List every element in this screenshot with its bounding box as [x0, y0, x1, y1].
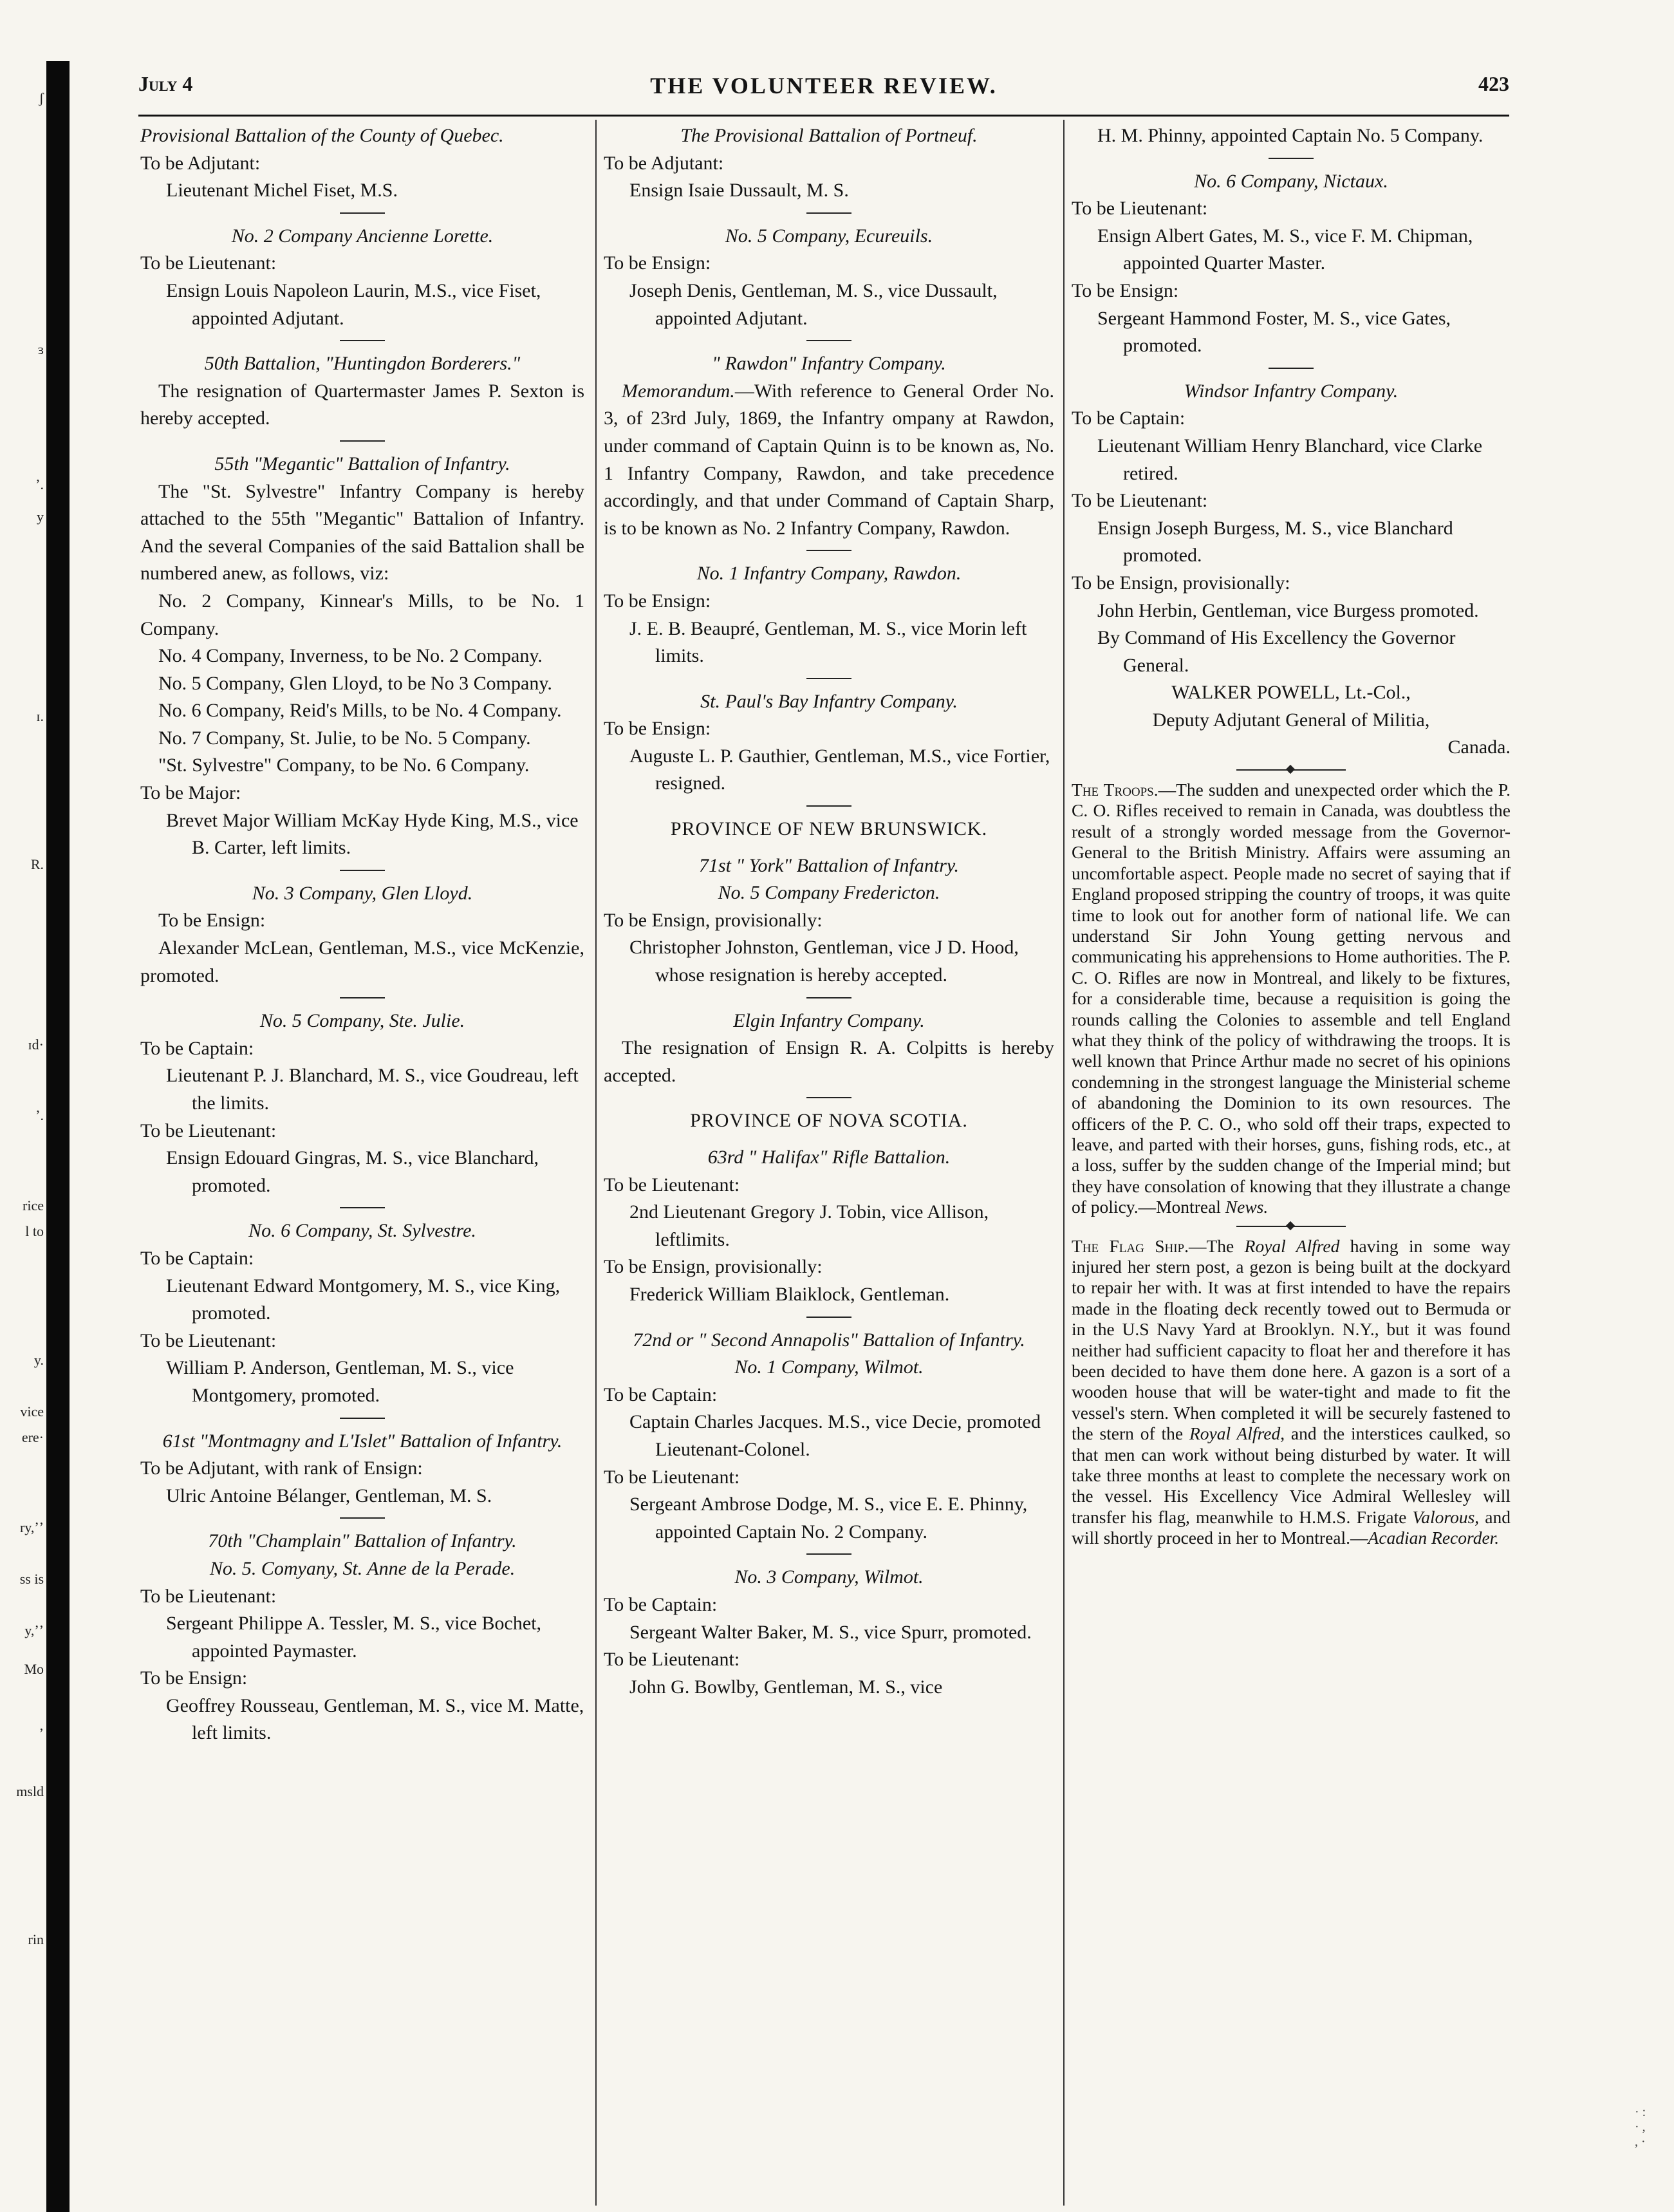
appointment-label: To be Ensign, provisionally:	[1072, 572, 1290, 594]
separator	[806, 997, 851, 998]
article-lead: The Flag Ship.	[1072, 1235, 1189, 1256]
section-heading: Elgin Infantry Company.	[733, 1009, 925, 1031]
renumber-item: No. 2 Company, Kinnear's Mills, to be No. 1 Company.	[140, 590, 584, 639]
article-lead: The Troops.	[1072, 780, 1158, 800]
article-body: —The sudden and unexpected order which the P. C. O. Rifles received to remain in Canada, was doubtless the result of a strongly worded message from the Governor-General to the British Ministry. Affairs were assuming an uncomfortable aspect. People made no secret of saying that if England proposed stripping the country of troops, it was quite time to look out for another form of national life. We can understand Sir John Young getting nervous and communicating his apprehensions to Home authorities. The P. C. O. Rifles are now in Montreal, and likely to be fixtures, for a considerable time, because a requisition is going the rounds calling the Colonies to assemble and tell England what they think of the policy of withdrawing the troops. It is well known that Prince Arthur made no secret of his opinions condemning in the strongest language the Ministerial scheme of abandoning the Dominion to its own resources. The officers of the P. C. O., who sold off their traps, expected to leave, and parted with their horses, guns, fishing rods, etc., at a loss, suffer by the sudden change of the Imperial mind; but they have consolation of knowing that they illustrate a change of policy.—Montreal	[1072, 780, 1511, 1217]
appointment-label: To be Ensign:	[604, 252, 711, 274]
appointment-label: To be Ensign:	[1072, 279, 1179, 301]
appointment-text: William P. Anderson, Gentleman, M. S., vice Montgomery, promoted.	[166, 1357, 514, 1406]
margin-fragment: l to	[25, 1223, 44, 1239]
appointment-label: To be Ensign:	[140, 1667, 248, 1689]
appointment-text: Lieutenant William Henry Blanchard, vice Clarke retired.	[1097, 435, 1483, 484]
memorandum-text	[604, 378, 1054, 543]
appointment-label: To be Major:	[140, 782, 241, 804]
separator	[340, 1517, 385, 1519]
appointment-label: To be Lieutenant:	[1072, 198, 1208, 220]
signatory-title: Deputy Adjutant General of Militia,	[1152, 709, 1430, 731]
notice-text: The resignation of Quartermaster James P. Sexton is hereby accepted.	[140, 380, 584, 429]
section-heading: No. 3 Company, Glen Lloyd.	[252, 882, 473, 904]
separator	[340, 1207, 385, 1208]
ship-name: Valorous,	[1412, 1506, 1480, 1527]
renumber-item: No. 4 Company, Inverness, to be No. 2 Company.	[158, 645, 543, 667]
appointment-label: To be Lieutenant:	[140, 1120, 277, 1141]
appointment-text: Joseph Denis, Gentleman, M. S., vice Dussault, appointed Adjutant.	[629, 279, 998, 329]
section-heading: No. 6 Company, St. Sylvestre.	[248, 1220, 476, 1242]
appointment-label: To be Adjutant, with rank of Ensign:	[140, 1457, 423, 1479]
appointment-label: To be Lieutenant:	[140, 252, 277, 274]
separator	[806, 1317, 851, 1318]
margin-fragment: rin	[28, 1931, 44, 1947]
margin-fragment: vice	[20, 1403, 44, 1420]
appointment-label: To be Lieutenant:	[140, 1329, 277, 1351]
issue-date: July 4	[138, 72, 193, 95]
column-3	[1072, 122, 1511, 1549]
section-heading: No. 2 Company Ancienne Lorette.	[231, 225, 494, 247]
section-heading: The Provisional Battalion of Portneuf.	[680, 125, 978, 146]
signatory-place: Canada.	[1447, 736, 1511, 758]
renumber-item: "St. Sylvestre" Company, to be No. 6 Company.	[158, 755, 530, 776]
appointment-text: Ensign Edouard Gingras, M. S., vice Blanchard, promoted.	[166, 1147, 539, 1196]
separator	[340, 997, 385, 998]
section-subheading: No. 1 Company, Wilmot.	[734, 1356, 924, 1378]
flagship-article	[1072, 1236, 1511, 1549]
troops-article	[1072, 780, 1511, 1218]
appointment-text: Christopher Johnston, Gentleman, vice J D. Hood, whose resignation is hereby accepted.	[629, 937, 1019, 986]
margin-fragment: ɪd·	[28, 1036, 44, 1053]
separator	[1269, 158, 1314, 159]
appointment-label: To be Adjutant:	[604, 152, 724, 174]
appointment-label: To be Ensign, provisionally:	[604, 1256, 823, 1278]
ship-name: Royal Alfred,	[1189, 1423, 1285, 1444]
section-subheading: No. 5 Company Fredericton.	[718, 882, 940, 904]
province-heading: PROVINCE OF NOVA SCOTIA.	[690, 1110, 968, 1132]
appointment-text: Alexander McLean, Gentleman, M.S., vice McKenzie, promoted.	[140, 937, 584, 986]
margin-fragment: ʼ.	[35, 476, 44, 492]
appointment-text: Lieutenant Edward Montgomery, M. S., vice King, promoted.	[166, 1275, 561, 1324]
margin-fragment: ry,ʼʼ	[19, 1519, 44, 1535]
appointment-label: To be Captain:	[604, 1593, 718, 1615]
section-subheading: No. 5. Comyany, St. Anne de la Perade.	[209, 1557, 516, 1579]
scan-specks: · : · , , ·	[1635, 2105, 1646, 2149]
margin-fragment: y.	[33, 1352, 44, 1368]
section-heading: 70th "Champlain" Battalion of Infantry.	[208, 1530, 517, 1552]
appointment-text: Sergeant Walter Baker, M. S., vice Spurr, promoted.	[629, 1621, 1032, 1643]
appointment-label: To be Captain:	[140, 1037, 254, 1059]
separator	[340, 870, 385, 871]
appointment-text: 2nd Lieutenant Gregory J. Tobin, vice Allison, leftlimits.	[629, 1201, 989, 1250]
appointment-text: Lieutenant P. J. Blanchard, M. S., vice Goudreau, left the limits.	[166, 1065, 579, 1114]
appointment-label: To be Ensign:	[158, 910, 266, 932]
section-heading: No. 5 Company, Ste. Julie.	[259, 1010, 465, 1032]
appointment-text: Ensign Isaie Dussault, M. S.	[629, 180, 849, 202]
appointment-label: To be Lieutenant:	[1072, 490, 1208, 512]
article-source: News.	[1225, 1197, 1269, 1217]
article-source: Acadian Recorder.	[1368, 1528, 1500, 1548]
signatory-name: WALKER POWELL, Lt.-Col.,	[1171, 682, 1411, 704]
section-heading: No. 6 Company, Nictaux.	[1194, 170, 1388, 192]
separator	[806, 212, 851, 214]
continued-text: H. M. Phinny, appointed Captain No. 5 Company.	[1097, 125, 1483, 146]
appointment-text: Auguste L. P. Gauthier, Gentleman, M.S., vice Fortier, resigned.	[629, 745, 1050, 794]
section-heading: 61st "Montmagny and L'Islet" Battalion of Infantry.	[162, 1430, 563, 1452]
margin-fragment: ss is	[19, 1571, 44, 1587]
separator	[806, 678, 851, 679]
appointment-label: To be Adjutant:	[140, 152, 261, 174]
appointment-text: Brevet Major William McKay Hyde King, M.S., vice B. Carter, left limits.	[166, 809, 579, 859]
section-heading: No. 1 Infantry Company, Rawdon.	[696, 563, 962, 585]
appointment-text: J. E. B. Beaupré, Gentleman, M. S., vice Morin left limits.	[629, 617, 1027, 667]
appointment-label: To be Lieutenant:	[604, 1649, 740, 1671]
masthead: THE VOLUNTEER REVIEW.	[650, 73, 998, 98]
section-heading: 50th Battalion, "Huntingdon Borderers."	[204, 353, 521, 375]
margin-fragment: ɪ.	[36, 708, 44, 724]
separator	[806, 805, 851, 807]
appointment-label: To be Lieutenant:	[604, 1174, 740, 1195]
command-line: By Command of His Excellency the Governor General.	[1097, 627, 1456, 676]
appointment-text: Geoffrey Rousseau, Gentleman, M. S., vice M. Matte, left limits.	[166, 1694, 584, 1744]
margin-fragment: ʼ.	[35, 1107, 44, 1123]
appointment-text: Sergeant Ambrose Dodge, M. S., vice E. E. Phinny, appointed Captain No. 2 Company.	[629, 1494, 1028, 1542]
section-heading: No. 3 Company, Wilmot.	[734, 1566, 924, 1588]
page-header	[138, 72, 1509, 111]
appointment-text: Ulric Antoine Bélanger, Gentleman, M. S.	[166, 1485, 492, 1506]
separator	[806, 340, 851, 341]
appointment-text: Ensign Louis Napoleon Laurin, M.S., vice Fiset, appointed Adjutant.	[166, 279, 541, 329]
separator	[340, 440, 385, 442]
margin-fragment: ʃ	[39, 90, 44, 106]
separator	[806, 1097, 851, 1098]
appointment-text: John Herbin, Gentleman, vice Burgess promoted.	[1097, 599, 1479, 621]
column-1	[140, 122, 584, 1747]
margin-fragment: R.	[30, 856, 44, 872]
appointment-text: Sergeant Hammond Foster, M. S., vice Gates, promoted.	[1097, 307, 1451, 357]
margin-fragment: ɜ	[37, 341, 44, 357]
column-2	[604, 122, 1054, 1701]
article-body: having in some way injured her stern post, a gezon is being built at the dockyard to repair her with. It was at first intended to have the repairs made in the floating deck recently towed out to Bermuda or in the U.S Navy Yard at Brooklyn. N.Y., but it was found neither had sufficient capacity to float her and therefore it has been decided to have them done here. A gazon is a sort of a wooden house that will be water-tight and made to fit the vessel's stern. When completed it will be securely fastened to the stern of the	[1072, 1235, 1511, 1444]
page-number: 423	[1478, 72, 1509, 95]
appointment-text: Ensign Albert Gates, M. S., vice F. M. Chipman, appointed Quarter Master.	[1097, 225, 1473, 274]
column-rule	[595, 120, 597, 2206]
ship-name: Royal Alfred	[1244, 1235, 1340, 1256]
appointment-label: To be Ensign:	[604, 590, 711, 612]
section-heading: St. Paul's Bay Infantry Company.	[700, 690, 958, 712]
section-ornament	[1236, 1226, 1346, 1227]
appointment-text: Ensign Joseph Burgess, M. S., vice Blanchard promoted.	[1097, 517, 1453, 567]
article-body: —The	[1189, 1235, 1245, 1256]
margin-fragment: Mo	[24, 1661, 44, 1677]
separator	[340, 1418, 385, 1419]
margin-fragment: ʼ	[39, 1725, 44, 1741]
column-rule	[1063, 120, 1065, 2206]
header-rule	[138, 115, 1509, 117]
memorandum-body: —With reference to General Order No. 3, of 23rd July, 1869, the Infantry ompany at Rawdon, under command of Captain Quinn is to be known as, No. 1 Infantry Company, Rawdon, and take precedence accordingly, and that under Command of Captain Sharp, is to be known as No. 2 Infantry Company, Rawdon.	[604, 380, 1054, 539]
appointment-label: To be Captain:	[604, 1383, 718, 1405]
memorandum-label: Memorandum.	[622, 380, 735, 402]
binding-shadow	[46, 61, 70, 2212]
appointment-label: To be Lieutenant:	[140, 1585, 277, 1607]
section-heading: Windsor Infantry Company.	[1184, 380, 1399, 402]
appointment-text: Sergeant Philippe A. Tessler, M. S., vice Bochet, appointed Paymaster.	[166, 1613, 542, 1662]
article-body: and will shortly proceed in her to Montreal.—	[1072, 1506, 1511, 1548]
notice-text: The resignation of Ensign R. A. Colpitts is hereby accepted.	[604, 1037, 1054, 1086]
renumber-item: No. 6 Company, Reid's Mills, to be No. 4 Company.	[158, 700, 562, 722]
appointment-label: To be Ensign, provisionally:	[604, 909, 823, 931]
section-ornament	[1236, 769, 1346, 771]
margin-fragment: rice	[23, 1197, 44, 1214]
section-heading: Provisional Battalion of the County of Quebec.	[140, 125, 504, 146]
province-heading: PROVINCE OF NEW BRUNSWICK.	[670, 818, 988, 840]
section-heading: 72nd or " Second Annapolis" Battalion of Infantry.	[633, 1329, 1025, 1351]
appointment-label: To be Captain:	[140, 1247, 254, 1269]
separator	[806, 550, 851, 551]
separator	[340, 212, 385, 214]
section-heading: " Rawdon" Infantry Company.	[712, 353, 946, 375]
margin-fragment: msld	[16, 1783, 44, 1799]
margin-fragment: ere·	[21, 1429, 44, 1445]
margin-fragment: y	[37, 509, 44, 525]
margin-fragment: y,ʼʼ	[24, 1622, 44, 1638]
appointment-label: To be Captain:	[1072, 408, 1186, 429]
section-heading: 55th "Megantic" Battalion of Infantry.	[214, 453, 510, 474]
appointment-text: Lieutenant Michel Fiset, M.S.	[166, 180, 398, 202]
appointment-text: John G. Bowlby, Gentleman, M. S., vice	[629, 1676, 943, 1698]
section-heading: No. 5 Company, Ecureuils.	[725, 225, 933, 247]
appointment-text: Captain Charles Jacques. M.S., vice Decie, promoted Lieutenant-Colonel.	[629, 1411, 1041, 1460]
article-body: and the interstices caulked, so that men can work without being disturbed by water. It will take three months at least to complete the necessary work on the vessel. His Excellency Vice Admiral Wellesley will transfer his flag, meanwhile to H.M.S. Frigate	[1072, 1423, 1511, 1527]
separator	[340, 340, 385, 341]
separator	[806, 1553, 851, 1555]
appointment-label: To be Lieutenant:	[604, 1466, 740, 1488]
section-heading: 63rd " Halifax" Rifle Battalion.	[707, 1147, 951, 1168]
renumber-item: No. 5 Company, Glen Lloyd, to be No 3 Company.	[158, 672, 552, 694]
renumber-item: No. 7 Company, St. Julie, to be No. 5 Company.	[158, 727, 531, 749]
separator	[1269, 368, 1314, 369]
appointment-text: Frederick William Blaiklock, Gentleman.	[629, 1283, 950, 1305]
appointment-label: To be Ensign:	[604, 718, 711, 740]
section-heading: 71st " York" Battalion of Infantry.	[698, 854, 960, 876]
notice-text: The "St. Sylvestre" Infantry Company is hereby attached to the 55th "Megantic" Battalion of Infantry. And the several Companies of the said Battalion shall be numbered anew, as follows, viz:	[140, 480, 584, 585]
